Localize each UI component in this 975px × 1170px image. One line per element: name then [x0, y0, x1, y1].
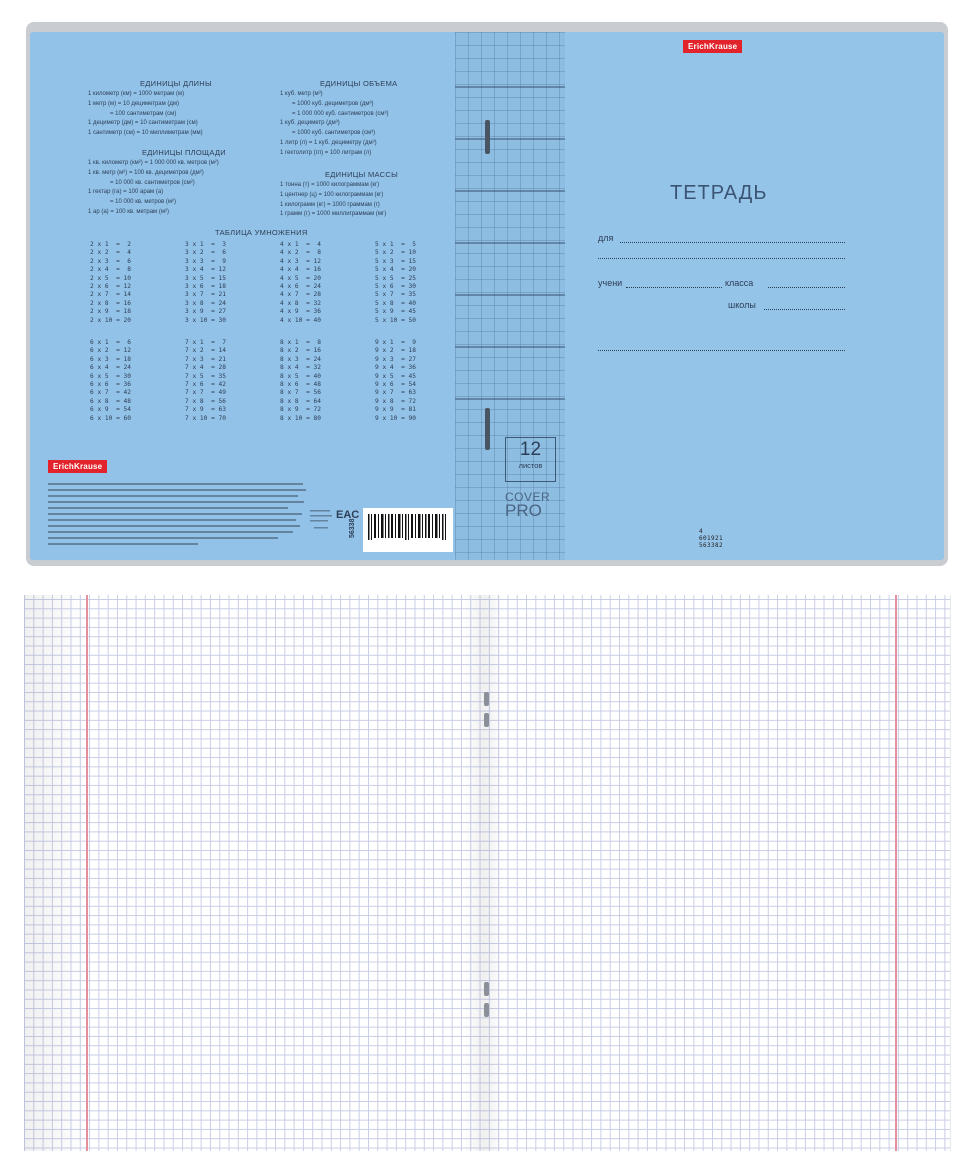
inner-staple [484, 692, 489, 706]
strip-line [455, 294, 565, 296]
field-class-line [768, 287, 845, 288]
series-cover-word: COVER [505, 490, 551, 504]
notebook-cover-photo [26, 22, 948, 566]
staple [485, 120, 490, 154]
eac-mark: EAC [336, 509, 360, 521]
length-units-title: ЕДИНИЦЫ ДЛИНЫ [140, 79, 212, 88]
field-school-line [764, 309, 845, 310]
field-for-line-2 [598, 258, 845, 259]
sheet-count: 12 [519, 439, 542, 460]
multiplication-column: 4 x 1 = 4 4 x 2 = 8 4 x 3 = 12 4 x 4 = 16 4 x 5 = 20 4 x 6 = 24 4 x 7 = 28 4 x 8 = 32 4 x 9 = 36 4 x 10 = 40 [280, 241, 321, 324]
mass-units-list: 1 тонна (т) = 1000 килограммам (кг) 1 центнер (ц) = 100 килограммам (кг) 1 килограмм (кг) = 1000 граммам (г) 1 грамм (г) = 1000 миллиграммам (мг) [280, 182, 387, 218]
staple [485, 408, 490, 450]
field-school-label: школы [728, 300, 756, 310]
strip-line [455, 86, 565, 88]
multiplication-column: 3 x 1 = 3 3 x 2 = 6 3 x 3 = 9 3 x 4 = 12 3 x 5 = 15 3 x 6 = 18 3 x 7 = 21 3 x 8 = 24 3 x 9 = 27 3 x 10 = 30 [185, 241, 226, 324]
inner-staple [484, 1003, 489, 1017]
notebook-title: ТЕТРАДЬ [670, 182, 768, 204]
center-fold [464, 595, 504, 1151]
barcode-bars [363, 508, 453, 542]
brand-logo: ErichKrause [48, 460, 107, 473]
field-for-label: для [598, 233, 614, 243]
field-for-line [620, 242, 845, 243]
multiplication-column: 5 x 1 = 5 5 x 2 = 10 5 x 3 = 15 5 x 4 = 20 5 x 5 = 25 5 x 6 = 30 5 x 7 = 35 5 x 8 = 40 5 x 9 = 45 5 x 10 = 50 [375, 241, 416, 324]
multiplication-column: 8 x 1 = 8 8 x 2 = 16 8 x 3 = 24 8 x 4 = 32 8 x 5 = 40 8 x 6 = 48 8 x 7 = 56 8 x 8 = 64 8 x 9 = 72 8 x 10 = 80 [280, 339, 321, 422]
multiplication-column: 6 x 1 = 6 6 x 2 = 12 6 x 3 = 18 6 x 4 = 24 6 x 5 = 30 6 x 6 = 36 6 x 7 = 42 6 x 8 = 48 6 x 9 = 54 6 x 10 = 60 [90, 339, 131, 422]
strip-line [455, 346, 565, 348]
area-units-title: ЕДИНИЦЫ ПЛОЩАДИ [142, 148, 226, 157]
sheet-count-box [505, 437, 556, 482]
fine-print-text [48, 482, 308, 550]
strip-line [455, 190, 565, 192]
field-student-label: учени [598, 278, 623, 288]
area-units-list: 1 кв. километр (км²) = 1 000 000 кв. метров (м²) 1 кв. метр (м²) = 100 кв. дециметров (дм²) = 10 000 кв. сантиметров (см²) 1 гектар (га) = 100 арам (а) = 10 000 кв. метров (м²) 1 ар (а) = 100 кв. метрам (м²) [88, 160, 219, 215]
manufacturer-text [310, 502, 332, 538]
notebook-cover [30, 32, 944, 560]
multiplication-column: 7 x 1 = 7 7 x 2 = 14 7 x 3 = 21 7 x 4 = 28 7 x 5 = 35 7 x 6 = 42 7 x 7 = 49 7 x 8 = 56 7 x 9 = 63 7 x 10 = 70 [185, 339, 226, 422]
inner-staple [484, 713, 489, 727]
length-units-list: 1 километр (км) = 1000 метрам (м) 1 метр (м) = 10 дециметрам (дм) = 100 сантиметрам (см) 1 дециметр (дм) = 10 сантиметрам (см) 1 сантиметр (см) = 10 миллиметрам (мм) [88, 91, 203, 137]
series-pro-word: PRO [505, 501, 542, 520]
field-student-line [626, 287, 722, 288]
volume-units-title: ЕДИНИЦЫ ОБЪЕМА [320, 79, 398, 88]
open-notebook-grid-pages [24, 595, 951, 1151]
brand-logo: ErichKrause [683, 40, 742, 53]
front-cover-panel [565, 32, 944, 560]
volume-units-list: 1 куб. метр (м³) = 1000 куб. дециметров (дм³) = 1 000 000 куб. сантиметров (см³) 1 куб. дециметр (дм³) = 1000 куб. сантиметров (см³) 1 литр (л) = 1 куб. дециметру (дм³) 1 гектолитр (гл) = 100 литрам (л) [280, 91, 389, 156]
strip-line [455, 138, 565, 140]
multiplication-column: 2 x 1 = 2 2 x 2 = 4 2 x 3 = 6 2 x 4 = 8 2 x 5 = 10 2 x 6 = 12 2 x 7 = 14 2 x 8 = 16 2 x 9 = 18 2 x 10 = 20 [90, 241, 131, 324]
barcode-number: 4 601921 563382 [699, 528, 724, 549]
manufacturer-box [310, 502, 332, 542]
series-logo [505, 490, 560, 518]
inner-staple [484, 982, 489, 996]
field-name-line [598, 350, 845, 351]
strip-line [455, 398, 565, 400]
sheet-count-label: листов [518, 461, 543, 470]
left-margin-line [86, 595, 88, 1151]
multiplication-column: 9 x 1 = 9 9 x 2 = 18 9 x 3 = 27 9 x 4 = 36 9 x 5 = 45 9 x 6 = 54 9 x 7 = 63 9 x 8 = 72 9 x 9 = 81 9 x 10 = 90 [375, 339, 416, 422]
article-number: 56338 [349, 518, 356, 538]
multiplication-table-title: ТАБЛИЦА УМНОЖЕНИЯ [215, 228, 308, 237]
page-shadow [24, 595, 84, 1151]
field-class-label: класса [725, 278, 754, 288]
strip-line [455, 242, 565, 244]
right-margin-line [895, 595, 897, 1151]
mass-units-title: ЕДИНИЦЫ МАССЫ [325, 170, 399, 179]
